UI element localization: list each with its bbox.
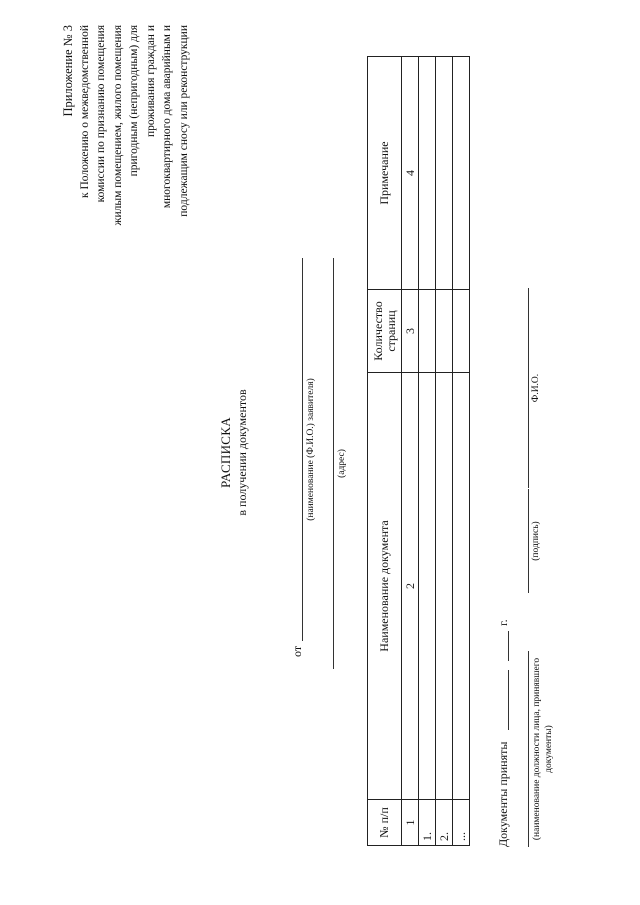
document-title: РАСПИСКА (218, 417, 233, 488)
appendix-note (60, 25, 192, 315)
address-line (333, 258, 334, 669)
address-caption: (адрес) (337, 449, 347, 478)
table-cell (436, 373, 453, 800)
column-number: 2 (402, 373, 419, 800)
accepted-year-line (508, 631, 509, 661)
applicant-name-line (302, 258, 303, 641)
documents-table (367, 56, 470, 846)
column-header-number: № п/п (368, 800, 402, 846)
appendix-line: пригодным (непригодным) для (128, 25, 140, 177)
applicant-name-caption: (наименование (Ф.И.О.) заявителя) (306, 378, 316, 521)
appendix-line: комиссии по признанию помещения (95, 25, 107, 203)
signature-line (528, 489, 529, 593)
position-caption: (наименование должности лица, принявшего документы) (532, 657, 554, 841)
fio-line (528, 288, 529, 488)
row-number: 2. (436, 800, 453, 846)
column-number-row (402, 57, 419, 846)
signature-caption: (подпись) (531, 521, 541, 561)
documents-accepted-label: Документы приняты (496, 741, 510, 847)
fio-caption: Ф.И.О. (531, 373, 541, 403)
from-label: от (290, 645, 304, 657)
accepted-date-line (508, 670, 509, 730)
table-header-row (368, 57, 402, 846)
year-suffix: г. (496, 619, 510, 626)
table-cell (453, 290, 470, 373)
table-cell (419, 57, 436, 290)
table-row (419, 57, 436, 846)
row-number: 1. (419, 800, 436, 846)
appendix-line: подлежащим сносу или реконструкции (177, 25, 190, 217)
table-cell (419, 373, 436, 800)
column-number: 1 (402, 800, 419, 846)
appendix-line: многоквартирного дома аварийным и (161, 25, 173, 209)
appendix-heading: Приложение № 3 (61, 25, 75, 117)
appendix-line: жилым помещением, жилого помещения (111, 25, 124, 226)
table-row (453, 57, 470, 846)
table-cell (419, 290, 436, 373)
appendix-line: проживания граждан и (144, 25, 157, 137)
column-number: 3 (402, 290, 419, 373)
appendix-line: к Положению о межведомственной (78, 25, 91, 198)
table-cell (453, 373, 470, 800)
column-number: 4 (402, 57, 419, 290)
column-header-document-name: Наименование документа (368, 373, 402, 800)
table-cell (436, 290, 453, 373)
position-line (528, 651, 529, 847)
table-cell (436, 57, 453, 290)
document-subtitle: в получении документов (235, 389, 249, 516)
column-header-note: Примечание (368, 57, 402, 290)
table-row (436, 57, 453, 846)
column-header-page-count: Количество страниц (368, 290, 402, 373)
table-cell (453, 57, 470, 290)
row-number: ... (453, 800, 470, 846)
